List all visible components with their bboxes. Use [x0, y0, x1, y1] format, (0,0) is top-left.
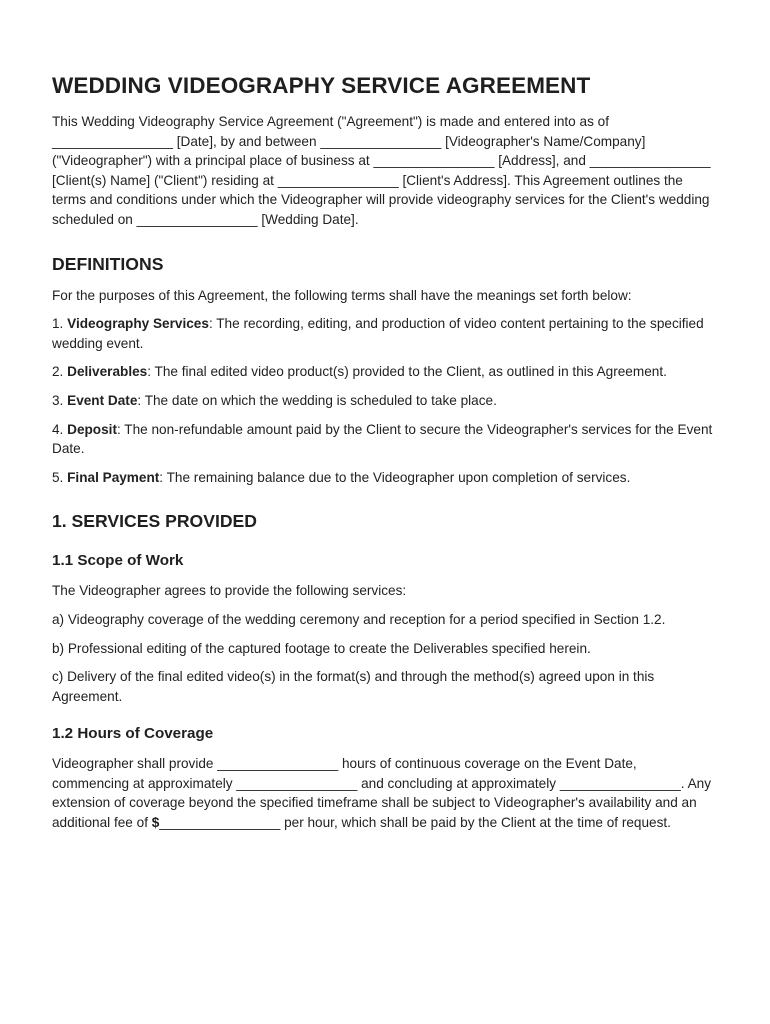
definition-term: Deliverables — [67, 364, 148, 380]
scope-lead: The Videographer agrees to provide the following services: — [52, 583, 407, 599]
definitions-lead: For the purposes of this Agreement, the following terms shall have the meanings set forth below: — [52, 287, 632, 303]
definition-number: 5. — [52, 469, 68, 485]
scope-item: b) Professional editing of the captured footage to create the Deliverables specified herein. — [52, 640, 591, 656]
hours-text-before: Videographer shall provide ________________ hours of continuous coverage on the Event Date, commencing at approximately ________________ and concluding at approximately ________________. Any extension of coverage beyond the specified timeframe shall be subject to Videographer's availability and an additional fee of — [52, 756, 712, 831]
hours-paragraph — [52, 754, 716, 832]
definition-term: Deposit — [67, 421, 117, 437]
document-title: WEDDING VIDEOGRAPHY SERVICE AGREEMENT — [52, 73, 591, 98]
intro-paragraph: This Wedding Videography Service Agreement ("Agreement") is made and entered into as of ________________ [Date], by and between ________________ [Videographer's Name/Company] ("Videographer") with a principal place of business at ________________ [Address], and ________________ [Client(s) Name] ("Client") residing at ________________ [Client's Address]. This Agreement outlines the terms and conditions under which the Videographer will provide videography services for the Client's wedding scheduled on ________________ [Wedding Date]. — [52, 114, 711, 227]
definition-text: : The remaining balance due to the Videographer upon completion of services. — [159, 469, 631, 485]
scope-item: a) Videography coverage of the wedding ceremony and reception for a period specified in Section 1.2. — [52, 611, 666, 627]
definition-item — [52, 362, 716, 382]
definition-text: : The non-refundable amount paid by the Client to secure the Videographer's services for the Event Date. — [52, 421, 713, 457]
definition-term: Videography Services — [67, 316, 209, 332]
definition-term: Event Date — [67, 392, 138, 408]
definition-number: 3. — [52, 392, 68, 408]
agreement-document — [52, 72, 716, 833]
definition-number: 4. — [52, 421, 68, 437]
definition-text: : The final edited video product(s) provided to the Client, as outlined in this Agreement. — [147, 364, 667, 380]
definition-item — [52, 314, 716, 353]
definition-term: Final Payment — [67, 469, 160, 485]
hours-text-after: ________________ per hour, which shall be paid by the Client at the time of request. — [159, 815, 671, 831]
definition-text: : The date on which the wedding is scheduled to take place. — [137, 392, 497, 408]
definition-number: 1. — [52, 316, 68, 332]
scope-item: c) Delivery of the final edited video(s) in the format(s) and through the method(s) agreed upon in this Agreement. — [52, 669, 655, 704]
dollar-symbol: $ — [151, 815, 160, 831]
definition-item — [52, 468, 716, 488]
definition-item — [52, 420, 716, 459]
definition-item — [52, 391, 716, 411]
definition-text: : The recording, editing, and production of video content pertaining to the specified wedding event. — [52, 316, 704, 351]
definition-number: 2. — [52, 364, 68, 380]
scope-of-work-heading: 1.1 Scope of Work — [52, 552, 184, 570]
definitions-heading: DEFINITIONS — [52, 253, 164, 274]
hours-of-coverage-heading: 1.2 Hours of Coverage — [52, 725, 214, 743]
services-heading: 1. SERVICES PROVIDED — [52, 511, 257, 532]
